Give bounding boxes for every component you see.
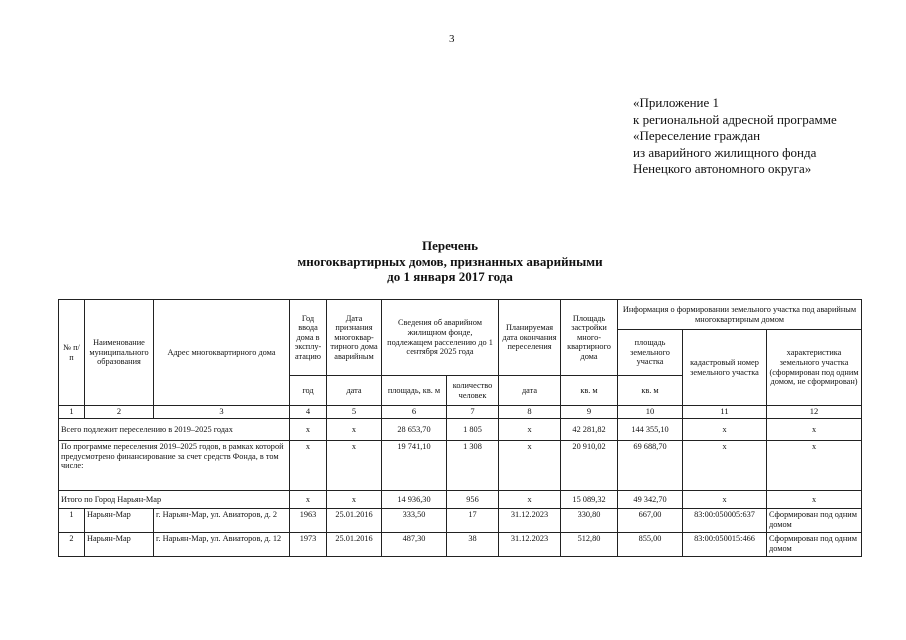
summary-cadastral: х [683, 491, 767, 509]
summary-row-city [59, 491, 862, 509]
cell-cadastral: 83:00:050005:637 [683, 509, 767, 533]
header-address: Адрес многоквартирного дома [154, 300, 290, 406]
summary-area: 19 741,10 [382, 441, 447, 491]
table-row [59, 509, 862, 533]
appendix-line: к региональной адресной программе [633, 111, 837, 127]
column-number: 8 [499, 406, 561, 419]
cell-address: г. Нарьян-Мар, ул. Авиаторов, д. 2 [154, 509, 290, 533]
summary-label: Итого по Город Нарьян-Мар [59, 491, 290, 509]
cell-building: 512,80 [561, 533, 618, 557]
summary-row-total [59, 419, 862, 441]
summary-area: 14 936,30 [382, 491, 447, 509]
cell-land: 667,00 [618, 509, 683, 533]
page-number: 3 [449, 33, 455, 45]
summary-planned: х [499, 441, 561, 491]
column-number: 9 [561, 406, 618, 419]
column-numbers-row [59, 406, 862, 419]
header-cadastral: кадастровый номер земельного участка [683, 330, 767, 406]
summary-characteristic: х [767, 491, 862, 509]
header-land-area: площадь земельного участка [618, 330, 683, 376]
summary-land: 69 688,70 [618, 441, 683, 491]
summary-date: х [327, 441, 382, 491]
unit-people: количество человек [447, 376, 499, 406]
summary-land: 49 342,70 [618, 491, 683, 509]
header-planned-date: Планируемая дата окончания переселения [499, 300, 561, 376]
column-number: 3 [154, 406, 290, 419]
unit-area: площадь, кв. м [382, 376, 447, 406]
column-number: 12 [767, 406, 862, 419]
cell-num: 1 [59, 509, 85, 533]
cell-cadastral: 83:00:050015:466 [683, 533, 767, 557]
table-row [59, 533, 862, 557]
column-number: 10 [618, 406, 683, 419]
cell-year: 1963 [290, 509, 327, 533]
cell-building: 330,80 [561, 509, 618, 533]
unit-date: дата [327, 376, 382, 406]
cell-characteristic: Сформирован под одним домом [767, 509, 862, 533]
cell-people: 17 [447, 509, 499, 533]
cell-address: г. Нарьян-Мар, ул. Авиаторов, д. 12 [154, 533, 290, 557]
column-number: 7 [447, 406, 499, 419]
header-building-area: Площадь застройки многоквартирного дома [561, 300, 618, 376]
header-land-group: Информация о формировании земельного участка под аварийным многоквартирным домом [618, 300, 862, 330]
summary-cadastral: х [683, 419, 767, 441]
summary-building: 42 281,82 [561, 419, 618, 441]
header-info-group: Сведения об аварийном жилищном фонде, подлежащем расселению до 1 сентября 2025 года [382, 300, 499, 376]
title-line: Перечень [421, 238, 479, 253]
cell-date: 25.01.2016 [327, 509, 382, 533]
title-line: до 1 января 2017 года [387, 269, 513, 284]
cell-planned: 31.12.2023 [499, 509, 561, 533]
summary-characteristic: х [767, 441, 862, 491]
summary-planned: х [499, 491, 561, 509]
cell-year: 1973 [290, 533, 327, 557]
unit-land: кв. м [618, 376, 683, 406]
appendix-block [633, 95, 837, 178]
column-number: 11 [683, 406, 767, 419]
cell-planned: 31.12.2023 [499, 533, 561, 557]
header-date-recognized: Дата признания многоквартирного дома аварийным [327, 300, 382, 376]
appendix-line: Ненецкого автономного округа» [633, 161, 812, 176]
cell-characteristic: Сформирован под одним домом [767, 533, 862, 557]
summary-land: 144 355,10 [618, 419, 683, 441]
appendix-line: «Приложение 1 [633, 95, 720, 110]
cell-land: 855,00 [618, 533, 683, 557]
unit-year: год [290, 376, 327, 406]
summary-characteristic: х [767, 419, 862, 441]
summary-planned: х [499, 419, 561, 441]
summary-date: х [327, 419, 382, 441]
summary-people: 1 805 [447, 419, 499, 441]
document-title [230, 238, 670, 285]
summary-people: 1 308 [447, 441, 499, 491]
cell-area: 487,30 [382, 533, 447, 557]
header-num: № п/п [59, 300, 85, 406]
summary-year: х [290, 419, 327, 441]
cell-municipality: Нарьян-Мар [85, 509, 154, 533]
cell-date: 25.01.2016 [327, 533, 382, 557]
summary-cadastral: х [683, 441, 767, 491]
appendix-line: «Переселение граждан [633, 128, 761, 143]
appendix-line: из аварийного жилищного фонда [633, 144, 817, 160]
column-number: 1 [59, 406, 85, 419]
housing-register-table [58, 299, 862, 557]
summary-year: х [290, 441, 327, 491]
summary-building: 15 089,32 [561, 491, 618, 509]
summary-date: х [327, 491, 382, 509]
unit-planned: дата [499, 376, 561, 406]
cell-area: 333,50 [382, 509, 447, 533]
summary-year: х [290, 491, 327, 509]
summary-people: 956 [447, 491, 499, 509]
summary-label: По программе переселения 2019–2025 годов, в рамках которой предусмотрено финансирование за счет средств Фонда, в том числе: [59, 441, 290, 491]
cell-people: 38 [447, 533, 499, 557]
summary-label: Всего подлежит переселению в 2019–2025 годах [59, 419, 290, 441]
summary-row-program [59, 441, 862, 491]
column-number: 4 [290, 406, 327, 419]
title-line: многоквартирных домов, признанных аварийными [297, 253, 603, 269]
column-number: 2 [85, 406, 154, 419]
cell-municipality: Нарьян-Мар [85, 533, 154, 557]
summary-building: 20 910,02 [561, 441, 618, 491]
header-characteristic: характеристика земельного участка (сформирован под одним домом, не сформирован) [767, 330, 862, 406]
header-municipality: Наименование муниципального образования [85, 300, 154, 406]
column-number: 5 [327, 406, 382, 419]
column-number: 6 [382, 406, 447, 419]
unit-building: кв. м [561, 376, 618, 406]
header-year: Год ввода дома в эксплуатацию [290, 300, 327, 376]
cell-num: 2 [59, 533, 85, 557]
summary-area: 28 653,70 [382, 419, 447, 441]
